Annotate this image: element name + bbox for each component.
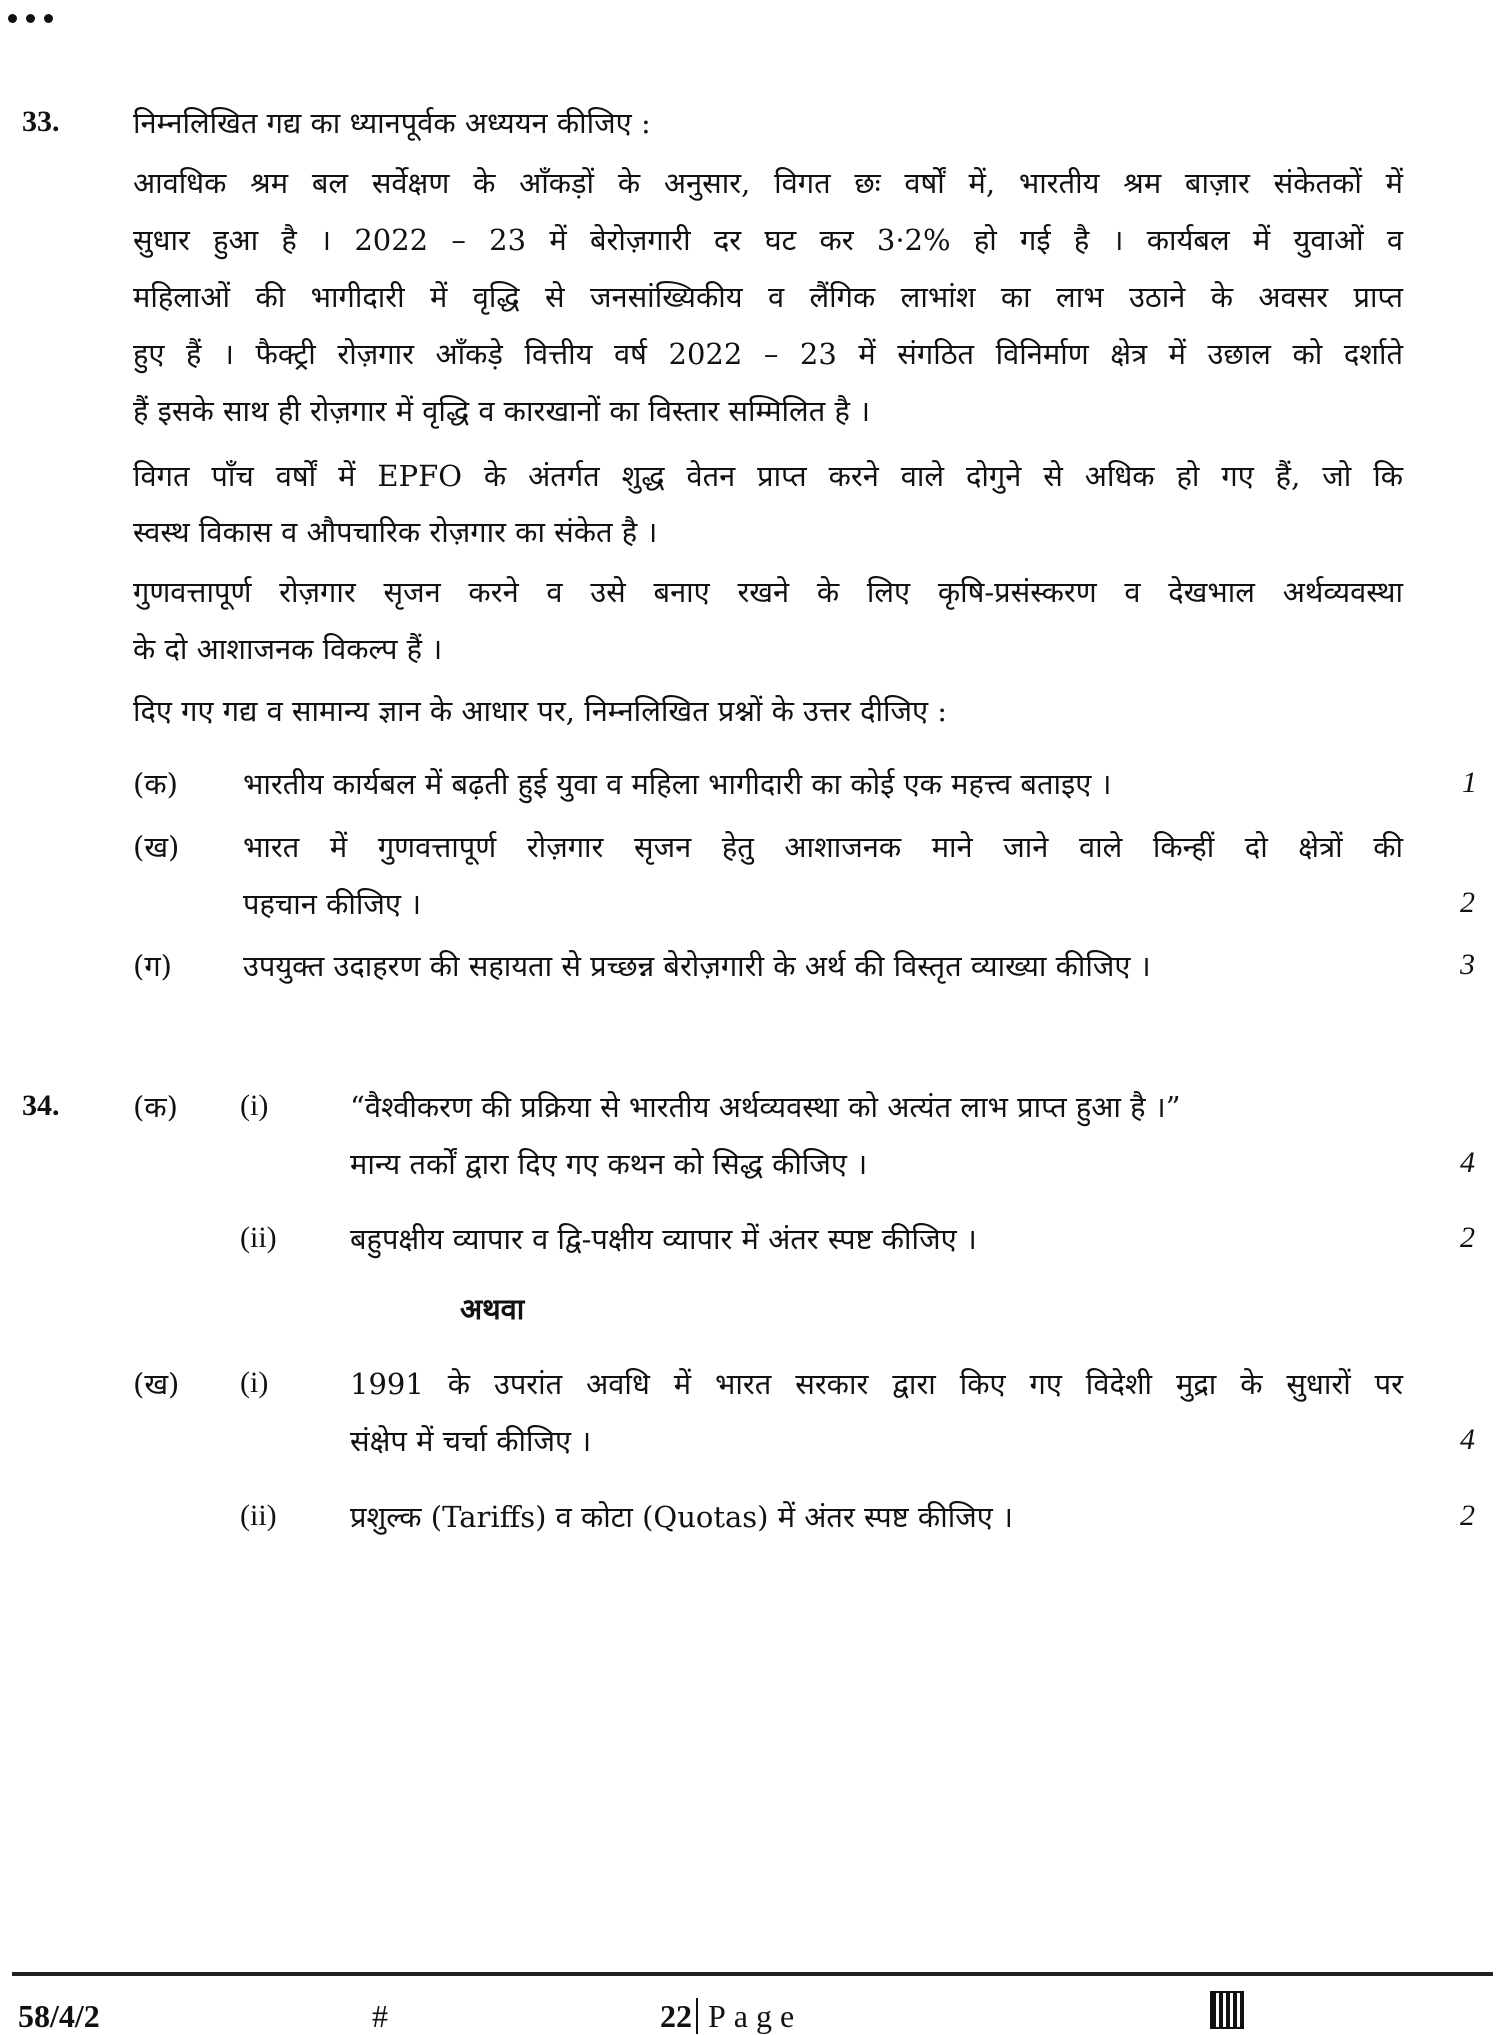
marks: 2 xyxy=(1460,1499,1475,1532)
passage-line: विगत पाँच वर्षों में EPFO के अंतर्गत शुद्ध वेतन प्राप्त करने वाले दोगुने से अधिक हो गए हैं, जो कि xyxy=(133,459,1403,493)
hash-mark: # xyxy=(372,1998,388,2034)
subpart-text: संक्षेप में चर्चा कीजिए । xyxy=(350,1424,592,1458)
passage-line: के दो आशाजनक विकल्प हैं । xyxy=(133,632,443,666)
part-label: (ग) xyxy=(133,949,172,983)
instruction: निम्नलिखित गद्य का ध्यानपूर्वक अध्ययन कीजिए : xyxy=(133,106,651,140)
question-number: 34. xyxy=(22,1089,60,1122)
marks: 2 xyxy=(1460,1221,1475,1254)
subpart-text: मान्य तर्कों द्वारा दिए गए कथन को सिद्ध कीजिए । xyxy=(350,1147,868,1181)
part-label: (ख) xyxy=(133,1367,180,1401)
passage-line: गुणवत्तापूर्ण रोज़गार सृजन करने व उसे बनाए रखने के लिए कृषि-प्रसंस्करण व देखभाल अर्थव्यवस्था xyxy=(133,575,1403,609)
part-label: (क) xyxy=(133,767,178,801)
question-number: 33. xyxy=(22,105,60,138)
qr-code-icon xyxy=(1212,1993,1242,2027)
passage-line: आवधिक श्रम बल सर्वेक्षण के आँकड़ों के अनुसार, विगत छः वर्षों में, भारतीय श्रम बाज़ार संकेतकों में xyxy=(133,166,1403,200)
marks: 4 xyxy=(1460,1146,1475,1179)
part-label: (क) xyxy=(133,1090,178,1124)
subpart-text: “वैश्वीकरण की प्रक्रिया से भारतीय अर्थव्यवस्था को अत्यंत लाभ प्राप्त हुआ है ।” xyxy=(350,1090,1181,1124)
subpart-label: (i) xyxy=(240,1366,269,1399)
or-separator: अथवा xyxy=(460,1292,525,1326)
marks: 1 xyxy=(1462,766,1477,799)
part-label: (ख) xyxy=(133,830,180,864)
part-text: भारतीय कार्यबल में बढ़ती हुई युवा व महिला भागीदारी का कोई एक महत्त्व बताइए । xyxy=(243,767,1112,801)
marks: 3 xyxy=(1460,948,1475,981)
more-options-icon[interactable] xyxy=(8,8,62,27)
page-label: Page xyxy=(708,1998,803,2034)
subpart-label: (i) xyxy=(240,1089,269,1122)
subpart-text: बहुपक्षीय व्यापार व द्वि-पक्षीय व्यापार में अंतर स्पष्ट कीजिए । xyxy=(350,1222,977,1256)
paper-code: 58/4/2 xyxy=(18,1998,100,2034)
part-text: उपयुक्त उदाहरण की सहायता से प्रच्छन्न बेरोज़गारी के अर्थ की विस्तृत व्याख्या कीजिए । xyxy=(243,949,1151,983)
passage-line: महिलाओं की भागीदारी में वृद्धि से जनसांख्यिकीय व लैंगिक लाभांश का लाभ उठाने के अवसर प्राप्त xyxy=(133,280,1403,314)
part-text: पहचान कीजिए । xyxy=(243,887,422,921)
subpart-label: (ii) xyxy=(240,1221,277,1254)
subpart-label: (ii) xyxy=(240,1499,277,1532)
prompt: दिए गए गद्य व सामान्य ज्ञान के आधार पर, निम्नलिखित प्रश्नों के उत्तर दीजिए : xyxy=(133,694,948,728)
passage-line: हैं इसके साथ ही रोज़गार में वृद्धि व कारखानों का विस्तार सम्मिलित है । xyxy=(133,394,871,428)
marks: 2 xyxy=(1460,886,1475,919)
passage-line: सुधार हुआ है । 2022 – 23 में बेरोज़गारी दर घट कर 3·2% हो गई है । कार्यबल में युवाओं व xyxy=(133,223,1403,257)
passage-line: हुए हैं । फैक्ट्री रोज़गार आँकड़े वित्तीय वर्ष 2022 – 23 में संगठित विनिर्माण क्षेत्र में उछाल को दर्शाते xyxy=(133,337,1403,371)
footer-divider xyxy=(12,1972,1493,1976)
marks: 4 xyxy=(1460,1423,1475,1456)
page-indicator xyxy=(660,1998,802,2035)
subpart-text: प्रशुल्क (Tariffs) व कोटा (Quotas) में अंतर स्पष्ट कीजिए । xyxy=(350,1500,1013,1534)
subpart-text: 1991 के उपरांत अवधि में भारत सरकार द्वारा किए गए विदेशी मुद्रा के सुधारों पर xyxy=(350,1367,1403,1401)
page-number: 22 xyxy=(660,1998,692,2034)
passage-line: स्वस्थ विकास व औपचारिक रोज़गार का संकेत है । xyxy=(133,515,658,549)
part-text: भारत में गुणवत्तापूर्ण रोज़गार सृजन हेतु आशाजनक माने जाने वाले किन्हीं दो क्षेत्रों की xyxy=(243,830,1403,864)
